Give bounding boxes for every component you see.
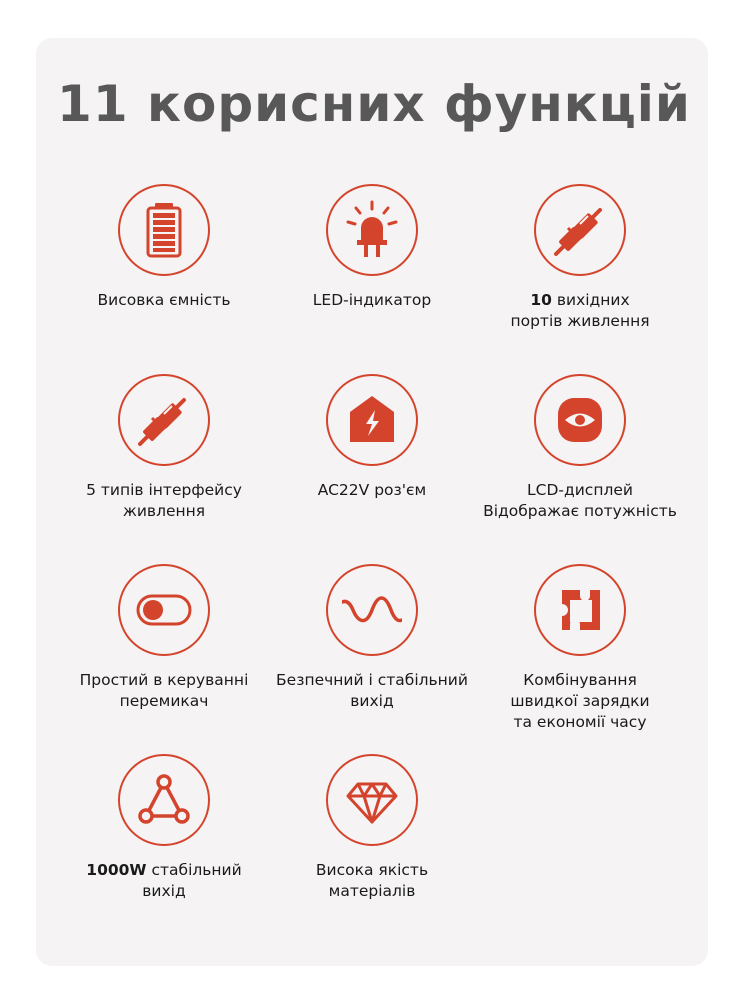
feature-label: LCD-дисплей Відображає потужність — [483, 481, 677, 520]
feature-label: Висовка ємність — [97, 291, 231, 309]
feature-label: 10 вихідних портів живлення — [510, 291, 650, 330]
wave-icon — [326, 564, 418, 656]
feature-label: Безпечний і стабільний вихід — [276, 671, 468, 710]
toggle-switch-icon — [118, 564, 210, 656]
port-count: 10 — [530, 291, 552, 309]
puzzle-icon — [534, 564, 626, 656]
house-lightning-icon — [326, 374, 418, 466]
feature-label: Комбінування швидкої зарядки та економії часу — [510, 671, 650, 731]
feature-label: 5 типів інтерфейсу живлення — [86, 481, 242, 520]
plug-icon — [118, 374, 210, 466]
feature-label: 1000W стабільний вихід — [86, 861, 242, 900]
plug-icon — [534, 184, 626, 276]
battery-icon — [118, 184, 210, 276]
eye-display-icon — [534, 374, 626, 466]
page-title: 11 корисних функцій — [57, 75, 691, 133]
feature-label: AC22V роз'єм — [317, 481, 427, 499]
power-rating: 1000W — [86, 861, 147, 879]
feature-label: LED-індикатор — [312, 291, 432, 309]
feature-label: Простий в керуванні перемикач — [79, 671, 249, 710]
led-bulb-icon — [326, 184, 418, 276]
feature-label: Висока якість матеріалів — [315, 861, 429, 900]
diamond-icon — [326, 754, 418, 846]
triangle-nodes-icon — [118, 754, 210, 846]
